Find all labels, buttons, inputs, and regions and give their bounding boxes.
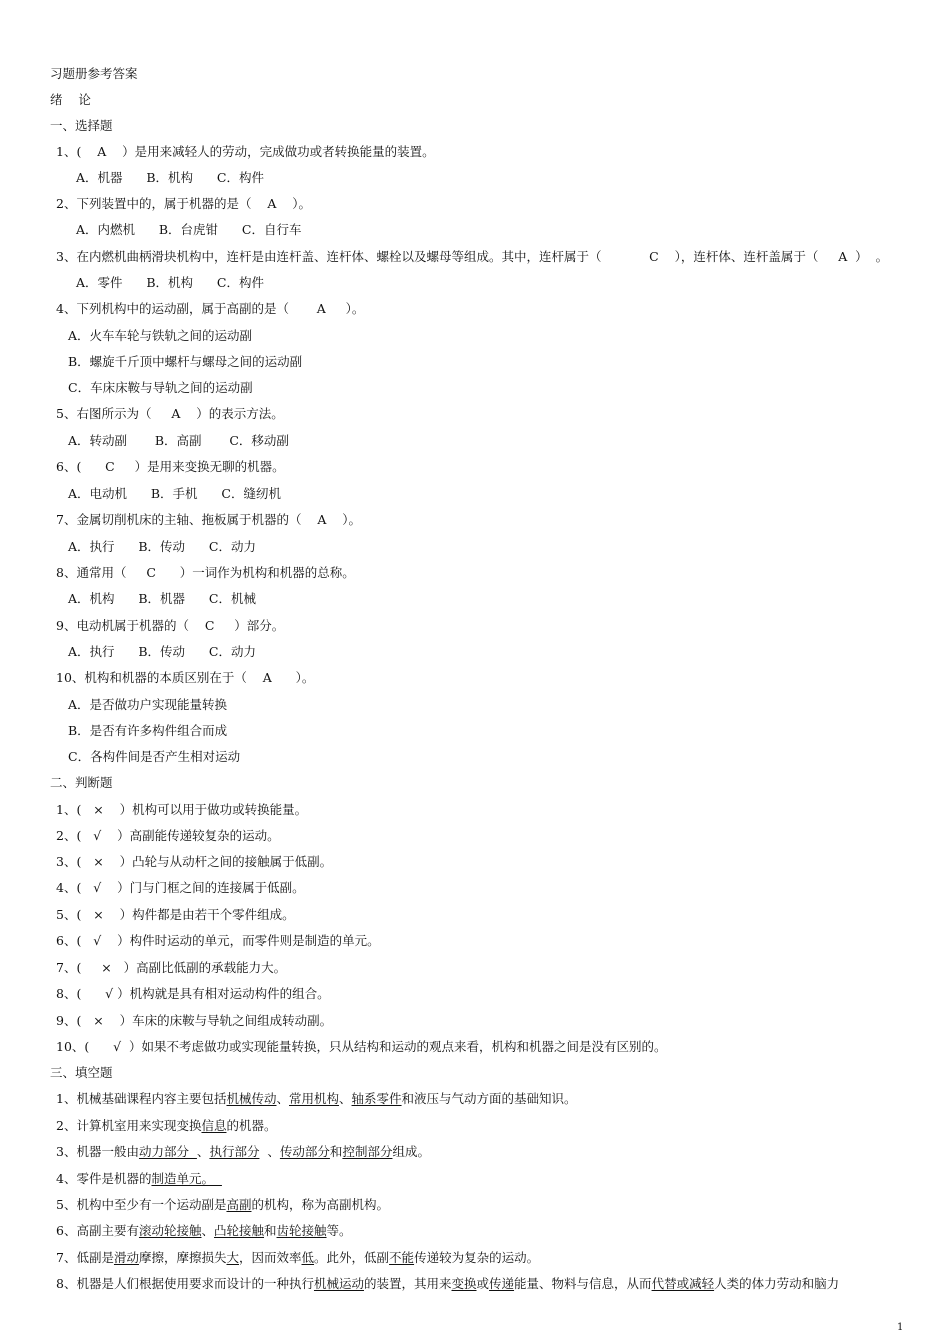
- text-segment: A．零件 B．机构 C．构件: [76, 275, 264, 290]
- text-segment: ，因而效率: [239, 1250, 302, 1265]
- text-line: [68, 591, 256, 607]
- text-segment: 6、( C ）是用来变换无聊的机器。: [56, 459, 285, 474]
- text-segment: 和液压与气动方面的基础知识。: [401, 1091, 577, 1106]
- text-line: [56, 670, 314, 686]
- text-line: [68, 380, 253, 396]
- text-segment: 、: [196, 1144, 210, 1159]
- text-line: [56, 880, 305, 896]
- answer-blank: 传递: [489, 1276, 515, 1291]
- text-line: [68, 328, 252, 344]
- text-line: [56, 1223, 352, 1239]
- answer-blank: 机械传动: [226, 1091, 277, 1106]
- text-line: [56, 1250, 539, 1266]
- text-line: [50, 118, 113, 134]
- text-line: [56, 1197, 389, 1213]
- text-line: [56, 1144, 430, 1160]
- text-line: [56, 249, 888, 265]
- text-segment: 能量、物料与信息，从而: [514, 1276, 652, 1291]
- text-line: [56, 301, 364, 317]
- text-line: [56, 802, 307, 818]
- text-segment: 、: [259, 1144, 280, 1159]
- text-segment: 三、填空题: [50, 1065, 113, 1080]
- text-line: [56, 854, 332, 870]
- text-segment: 8、机器是人们根据使用要求而设计的一种执行: [56, 1276, 314, 1291]
- text-segment: A．机器 B．机构 C．构件: [76, 170, 264, 185]
- text-segment: 6、高副主要有: [56, 1223, 139, 1238]
- answer-blank: 控制部分: [342, 1144, 393, 1159]
- answer-blank: 执行部分: [209, 1144, 260, 1159]
- text-line: [56, 512, 361, 528]
- answer-blank: 大: [226, 1250, 239, 1265]
- text-line: [68, 697, 227, 713]
- text-segment: 7、低副是: [56, 1250, 114, 1265]
- text-segment: 2、( √ ）高副能传递较复杂的运动。: [56, 828, 280, 843]
- text-segment: A．火车车轮与铁轨之间的运动副: [68, 328, 253, 343]
- answer-blank: 变换: [451, 1276, 477, 1291]
- text-segment: 5、机构中至少有一个运动副是: [56, 1197, 227, 1212]
- text-segment: 1、( × ）机构可以用于做功或转换能量。: [56, 802, 308, 817]
- text-segment: 习题册参考答案: [50, 66, 138, 81]
- text-segment: 2、计算机室用来实现变换: [56, 1118, 202, 1133]
- text-segment: A．执行 B．传动 C．动力: [68, 644, 256, 659]
- answer-blank: 滚动轮接触: [138, 1223, 202, 1238]
- answer-blank: 代替或减轻: [651, 1276, 715, 1291]
- text-line: [56, 828, 280, 844]
- text-segment: 10、机构和机器的本质区别在于（ A ）。: [56, 670, 315, 685]
- text-segment: C．车床床鞍与导轨之间的运动副: [68, 380, 253, 395]
- answer-blank: 齿轮接触: [276, 1223, 327, 1238]
- text-segment: 2、下列装置中的，属于机器的是（ A ）。: [56, 196, 312, 211]
- text-segment: 绪 论: [50, 92, 91, 107]
- text-segment: 9、电动机属于机器的（ C ）部分。: [56, 618, 285, 633]
- answer-blank: 信息: [201, 1118, 227, 1133]
- answer-blank: 制造单元。: [151, 1171, 222, 1186]
- text-line: [56, 1171, 222, 1187]
- text-line: [56, 618, 284, 634]
- text-segment: 8、通常用（ C ）一词作为机构和机器的总称。: [56, 565, 355, 580]
- text-segment: 和: [329, 1144, 343, 1159]
- text-line: [76, 170, 264, 186]
- text-segment: 7、金属切削机床的主轴、拖板属于机器的（ A ）。: [56, 512, 362, 527]
- page-number: 1: [897, 1322, 904, 1333]
- text-segment: 一、选择题: [50, 118, 113, 133]
- text-segment: 、: [276, 1091, 289, 1106]
- answer-blank: 高副: [226, 1197, 252, 1212]
- text-segment: 等。: [326, 1223, 352, 1238]
- answer-blank: 滑动: [113, 1250, 139, 1265]
- text-line: [56, 1091, 577, 1107]
- answer-blank: 低: [301, 1250, 315, 1265]
- text-line: [56, 1013, 332, 1029]
- text-line: [68, 749, 240, 765]
- text-segment: 或: [476, 1276, 490, 1291]
- text-segment: 1、( A ）是用来减轻人的劳动，完成做功或者转换能量的装置。: [56, 144, 435, 159]
- answer-blank: 轴系零件: [351, 1091, 402, 1106]
- text-segment: 二、判断题: [50, 775, 113, 790]
- text-line: [68, 354, 302, 370]
- text-line: [50, 92, 91, 108]
- text-line: [50, 66, 138, 82]
- text-segment: 7、( × ）高副比低副的承载能力大。: [56, 960, 287, 975]
- text-line: [50, 775, 113, 791]
- text-segment: 、: [339, 1091, 352, 1106]
- answer-blank: 常用机构: [289, 1091, 340, 1106]
- text-segment: 8、( √ ）机构就是具有相对运动构件的组合。: [56, 986, 330, 1001]
- text-line: [56, 1039, 667, 1055]
- text-segment: 4、下列机构中的运动副，属于高副的是（ A ）。: [56, 301, 365, 316]
- text-segment: 1、机械基础课程内容主要包括: [56, 1091, 227, 1106]
- text-segment: 、: [201, 1223, 214, 1238]
- text-line: [56, 144, 435, 160]
- text-line: [56, 933, 380, 949]
- text-line: [68, 644, 256, 660]
- text-line: [68, 723, 227, 739]
- text-segment: 3、机器一般由: [56, 1144, 139, 1159]
- text-segment: 和: [264, 1223, 277, 1238]
- text-line: [56, 960, 286, 976]
- text-segment: 摩擦，摩擦损失: [138, 1250, 227, 1265]
- text-segment: 的装置，其用来: [363, 1276, 452, 1291]
- text-segment: A．机构 B．机器 C．机械: [68, 591, 256, 606]
- text-line: [56, 1118, 277, 1134]
- text-segment: B．螺旋千斤顶中螺杆与螺母之间的运动副: [68, 354, 303, 369]
- text-segment: 5、( × ）构件都是由若干个零件组成。: [56, 907, 295, 922]
- text-line: [68, 486, 281, 502]
- text-segment: A．执行 B．传动 C．动力: [68, 539, 256, 554]
- text-line: [56, 1276, 839, 1292]
- text-segment: A．电动机 B．手机 C．缝纫机: [68, 486, 281, 501]
- text-segment: C．各构件间是否产生相对运动: [68, 749, 241, 764]
- text-segment: B．是否有许多构件组合而成: [68, 723, 228, 738]
- answer-blank: 凸轮接触: [214, 1223, 265, 1238]
- answer-blank: 传动部分: [279, 1144, 330, 1159]
- text-line: [76, 222, 301, 238]
- text-segment: 4、( √ ）门与门框之间的连接属于低副。: [56, 880, 305, 895]
- text-line: [56, 196, 311, 212]
- text-segment: A．是否做功户实现能量转换: [68, 697, 228, 712]
- text-segment: 10、( √ ）如果不考虑做功或实现能量转换，只从结构和运动的观点来看，机构和机器之间是没有区别的。: [56, 1039, 667, 1054]
- text-line: [76, 275, 264, 291]
- text-line: [56, 406, 284, 422]
- text-line: [56, 459, 285, 475]
- text-line: [56, 565, 355, 581]
- answer-blank: 不能: [389, 1250, 415, 1265]
- text-segment: A．转动副 B．高副 C．移动副: [68, 433, 289, 448]
- text-segment: 组成。: [392, 1144, 430, 1159]
- text-segment: 3、( × ）凸轮与从动杆之间的接触属于低副。: [56, 854, 333, 869]
- text-segment: 人类的体力劳动和脑力: [714, 1276, 840, 1291]
- text-line: [68, 433, 289, 449]
- text-segment: 。此外，低副: [314, 1250, 390, 1265]
- text-segment: 4、零件是机器的: [56, 1171, 152, 1186]
- text-line: [68, 539, 256, 555]
- text-segment: 3、在内燃机曲柄滑块机构中，连杆是由连杆盖、连杆体、螺栓以及螺母等组成。其中，连杆属于（ C ），连杆体、连杆盖属于（ A ） 。: [56, 249, 889, 264]
- answer-blank: 机械运动: [313, 1276, 364, 1291]
- text-line: [56, 907, 295, 923]
- text-segment: 的机构，称为高副机构。: [251, 1197, 389, 1212]
- text-segment: 传递较为复杂的运动。: [414, 1250, 540, 1265]
- text-segment: A．内燃机 B．台虎钳 C．自行车: [76, 222, 302, 237]
- text-line: [56, 986, 330, 1002]
- text-line: [50, 1065, 113, 1081]
- text-segment: 6、( √ ）构件时运动的单元，而零件则是制造的单元。: [56, 933, 380, 948]
- text-segment: 5、右图所示为（ A ）的表示方法。: [56, 406, 284, 421]
- text-segment: 的机器。: [226, 1118, 277, 1133]
- answer-blank: 动力部分: [138, 1144, 197, 1159]
- text-segment: 9、( × ）车床的床鞍与导轨之间组成转动副。: [56, 1013, 333, 1028]
